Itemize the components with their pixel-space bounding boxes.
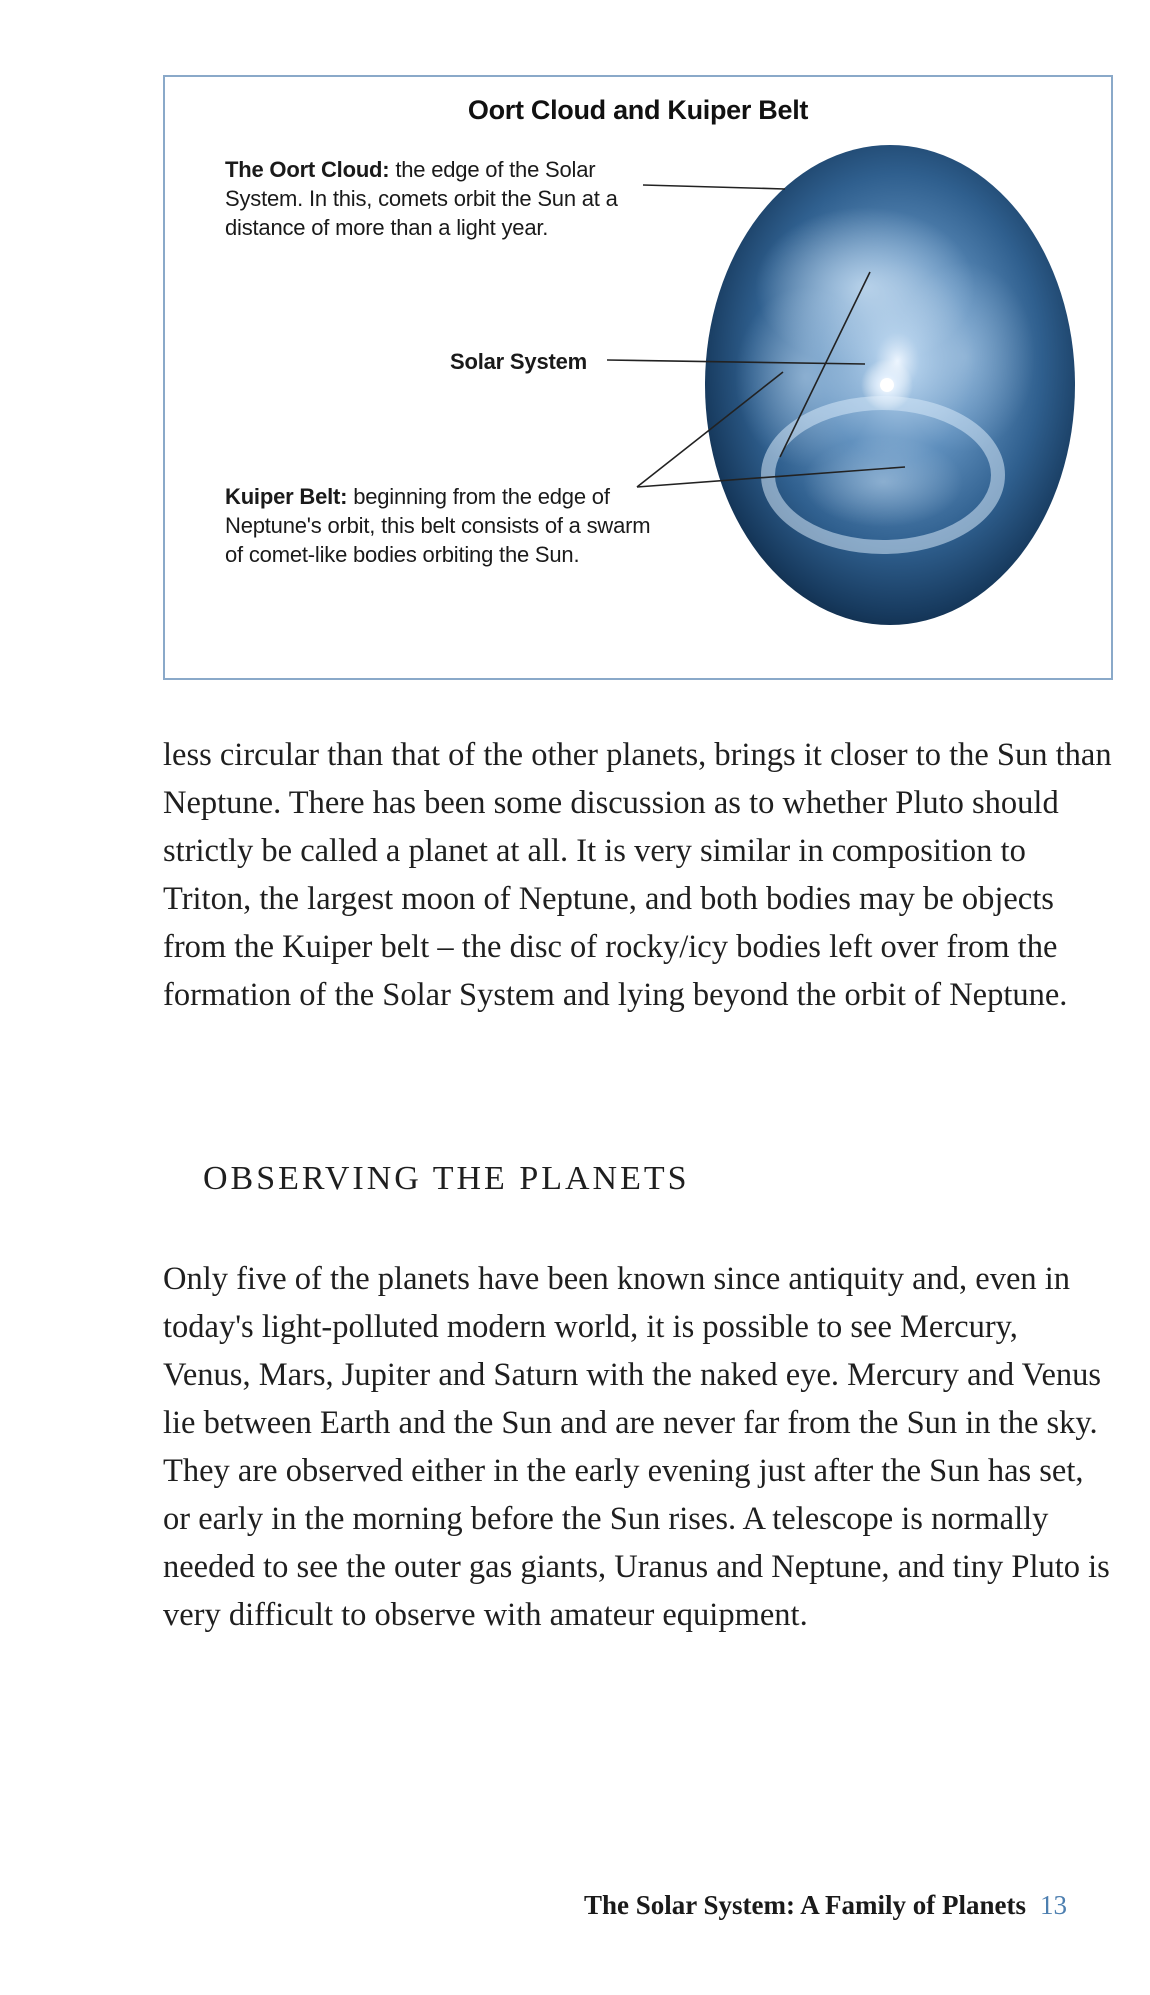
oort-cloud-term: The Oort Cloud: [225,157,390,182]
running-footer [584,1890,1067,1921]
oort-kuiper-figure [163,75,1113,680]
figure-title: Oort Cloud and Kuiper Belt [467,95,809,125]
sun-dot [880,378,894,392]
kuiper-belt-label [225,482,665,569]
kuiper-belt-term: Kuiper Belt: [225,484,348,509]
oort-cloud-label [225,155,645,242]
section-heading: OBSERVING THE PLANETS [203,1160,690,1197]
leader-line-oort [643,185,785,189]
body-paragraph-2: Only five of the planets have been known since antiquity and, even in today's light-polluted modern world, it is possible to see Mercury, Venus, Mars, Jupiter and Saturn with the naked eye. Mercury and Venus lie between Earth and the Sun and are never far from the Sun in the sky. They are observed either in the early evening just after the Sun has set, or early in the morning before the Sun rises. A telescope is normally needed to see the outer gas giants, Uranus and Neptune, and tiny Pluto is very difficult to observe with amateur equipment. [163,1261,1110,1633]
cloud-wisp-left [735,287,875,467]
kuiper-belt-description: beginning from the edge of Neptune's orbit, this belt consists of a swarm of comet-like bodies orbiting the Sun. [225,484,651,567]
footer-title: The Solar System: A Family of Planets [584,1890,1026,1920]
body-paragraph-1: less circular than that of the other planets, brings it closer to the Sun than Neptune. There has been some discussion as to whether Pluto should strictly be called a planet at all. It is very similar in composition to Triton, the largest moon of Neptune, and both bodies may be objects from the Kuiper belt – the disc of rocky/icy bodies left over from the formation of the Solar System and lying beyond the orbit of Neptune. [163,737,1112,1013]
solar-system-label: Solar System [450,349,588,374]
page-number: 13 [1040,1890,1067,1920]
kuiper-belt-inner [803,437,963,527]
oort-cloud-description: the edge of the Solar System. In this, comets orbit the Sun at a distance of more than a light year. [225,157,618,240]
